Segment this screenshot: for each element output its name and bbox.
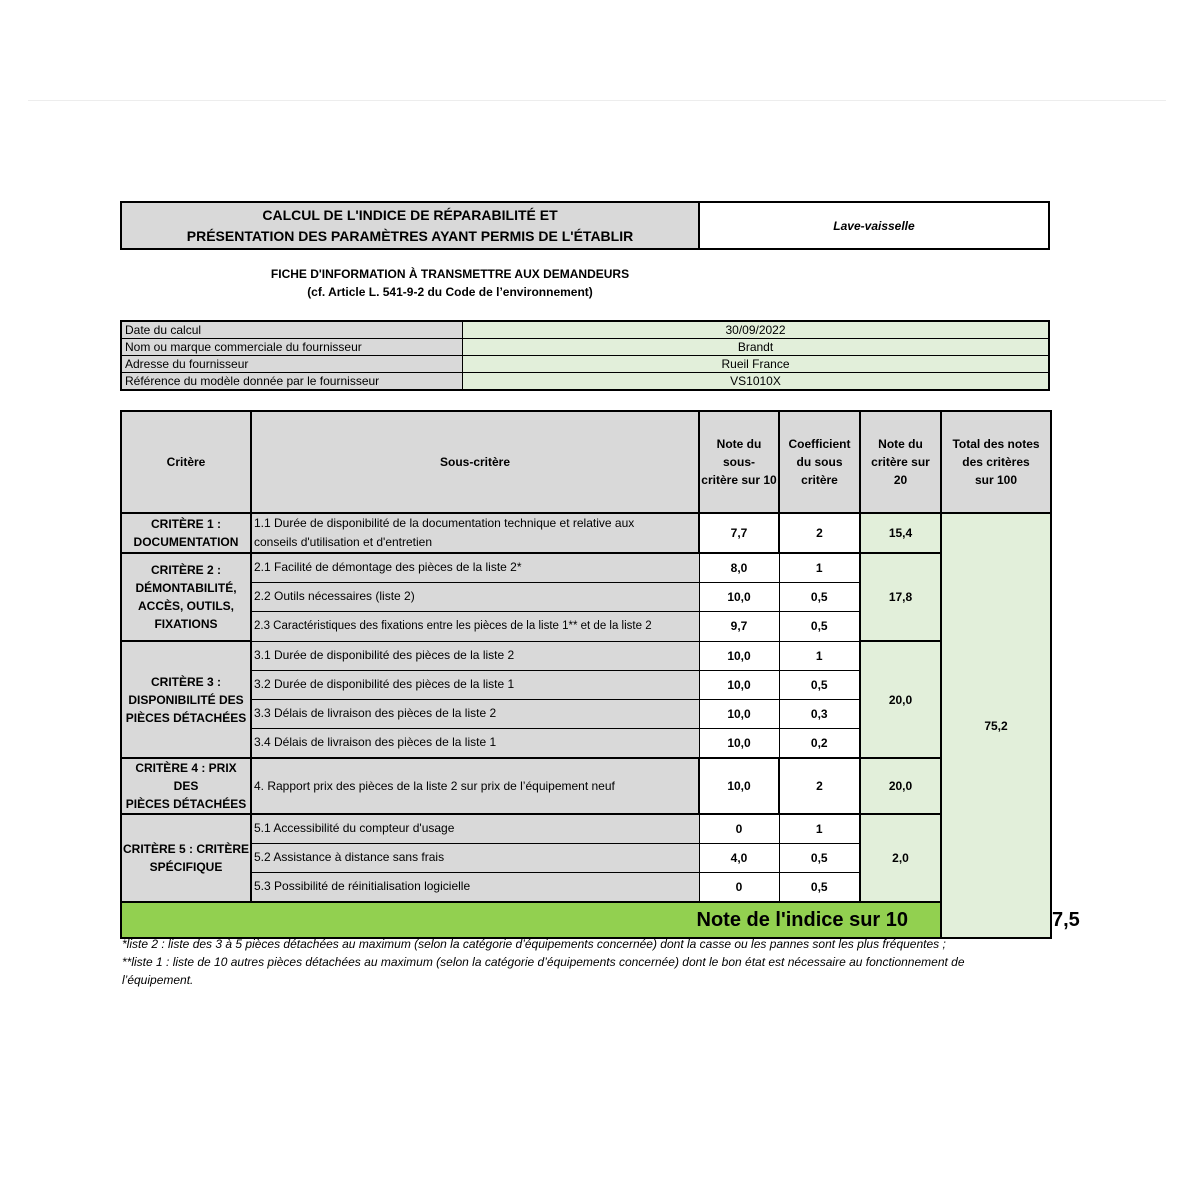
sub-criterion-coef: 0,5: [779, 611, 860, 641]
sub-criterion-coef: 2: [779, 513, 860, 553]
sub-criterion-note: 4,0: [699, 843, 779, 872]
info-label: Référence du modèle donnée par le fournisseur: [121, 373, 463, 391]
sub-criterion-label: 3.3 Délais de livraison des pièces de la liste 2: [251, 699, 699, 728]
title-line-1: CALCUL DE L'INDICE DE RÉPARABILITÉ ET: [262, 206, 558, 223]
sub-criterion-label: 3.1 Durée de disponibilité des pièces de la liste 2: [251, 641, 699, 670]
col-header-sous-critere: Sous-critère: [251, 411, 699, 513]
sub-criterion-label: 2.3 Caractéristiques des fixations entre les pièces de la liste 1** et de la liste 2: [251, 611, 699, 641]
criterion-4-name: CRITÈRE 4 : PRIX DES PIÈCES DÉTACHÉES: [121, 758, 251, 814]
index-row: Note de l'indice sur 10 7,5: [121, 902, 1051, 938]
sub-criterion-label: 5.1 Accessibilité du compteur d'usage: [251, 814, 699, 843]
info-row-brand: [121, 339, 1049, 356]
sub-criterion-label: 1.1 Durée de disponibilité de la documentation technique et relative aux conseils d'utilisation et d'entretien: [251, 513, 699, 553]
repairability-table: [120, 410, 1080, 939]
footnotes: [122, 935, 1042, 989]
info-label: Date du calcul: [121, 321, 463, 339]
footnote-liste-1: **liste 1 : liste de 10 autres pièces détachées au maximum (selon la catégorie d’équipements concernée) dont le bon état est nécessaire au fonctionnement de: [122, 955, 965, 969]
subtitle-line-1: FICHE D'INFORMATION À TRANSMETTRE AUX DEMANDEURS: [270, 267, 630, 281]
sub-criterion-note: 9,7: [699, 611, 779, 641]
criterion-5-score: 2,0: [860, 814, 941, 902]
criterion-4-score: 20,0: [860, 758, 941, 814]
col-header-coefficient: Coefficient du sous critère: [779, 411, 860, 513]
col-header-critere: Critère: [121, 411, 251, 513]
info-value: Rueil France: [463, 356, 1050, 373]
criterion-1-name: CRITÈRE 1 : DOCUMENTATION: [121, 513, 251, 553]
sub-criterion-coef: 0,5: [779, 670, 860, 699]
criterion-2-name: CRITÈRE 2 : DÉMONTABILITÉ, ACCÈS, OUTILS, FIXATIONS: [121, 553, 251, 641]
sub-criterion-label: 3.2 Durée de disponibilité des pièces de la liste 1: [251, 670, 699, 699]
sub-criterion-label: 4. Rapport prix des pièces de la liste 2 sur prix de l’équipement neuf: [251, 758, 699, 814]
sub-criterion-coef: 1: [779, 814, 860, 843]
table-header-row: [121, 411, 1051, 513]
info-row-model: [121, 373, 1049, 391]
info-value: VS1010X: [463, 373, 1050, 391]
top-divider: [28, 100, 1166, 101]
document-title: [122, 203, 700, 248]
sub-criterion-note: 10,0: [699, 641, 779, 670]
criterion-5-name: CRITÈRE 5 : CRITÈRE SPÉCIFIQUE: [121, 814, 251, 902]
sub-criterion-coef: 0,5: [779, 582, 860, 611]
total-score-100: 75,2: [941, 513, 1051, 938]
sub-criterion-note: 10,0: [699, 699, 779, 728]
col-header-note-sous-critere: Note du sous- critère sur 10: [699, 411, 779, 513]
sub-criterion-label: 2.2 Outils nécessaires (liste 2): [251, 582, 699, 611]
info-value: Brandt: [463, 339, 1050, 356]
sub-criterion-coef: 1: [779, 553, 860, 582]
criterion-3-score: 20,0: [860, 641, 941, 758]
sub-criterion-note: 0: [699, 872, 779, 902]
footnote-liste-1-cont: l’équipement.: [122, 973, 194, 987]
info-value: 30/09/2022: [463, 321, 1050, 339]
index-label: Note de l'indice sur 10: [121, 902, 941, 938]
document-subtitle: [120, 265, 780, 301]
sub-criterion-coef: 0,5: [779, 843, 860, 872]
sub-criterion-note: 8,0: [699, 553, 779, 582]
criterion-2-score: 17,8: [860, 553, 941, 641]
sub-criterion-note: 10,0: [699, 670, 779, 699]
table-row: [121, 513, 1051, 553]
subtitle-line-2: (cf. Article L. 541-9-2 du Code de l’environnement): [307, 285, 593, 299]
supplier-info-table: [120, 320, 1050, 391]
sub-criterion-coef: 0,2: [779, 728, 860, 758]
info-row-address: [121, 356, 1049, 373]
sub-criterion-label: 5.2 Assistance à distance sans frais: [251, 843, 699, 872]
product-type: Lave-vaisselle: [833, 218, 915, 233]
sub-criterion-label: 3.4 Délais de livraison des pièces de la liste 1: [251, 728, 699, 758]
info-row-date: [121, 321, 1049, 339]
title-line-2: PRÉSENTATION DES PARAMÈTRES AYANT PERMIS DE L'ÉTABLIR: [186, 227, 634, 244]
sub-criterion-note: 0: [699, 814, 779, 843]
col-header-note-critere: Note du critère sur 20: [860, 411, 941, 513]
sub-criterion-coef: 0,5: [779, 872, 860, 902]
table-row: [121, 553, 1051, 582]
criterion-1-score: 15,4: [860, 513, 941, 553]
sub-criterion-note: 10,0: [699, 728, 779, 758]
sub-criterion-note: 7,7: [699, 513, 779, 553]
sub-criterion-label: 2.1 Facilité de démontage des pièces de la liste 2*: [251, 553, 699, 582]
sub-criterion-coef: 2: [779, 758, 860, 814]
info-label: Adresse du fournisseur: [121, 356, 463, 373]
sub-criterion-label: 5.3 Possibilité de réinitialisation logicielle: [251, 872, 699, 902]
sub-criterion-coef: 1: [779, 641, 860, 670]
sub-criterion-note: 10,0: [699, 582, 779, 611]
sub-criterion-note: 10,0: [699, 758, 779, 814]
document-header: [120, 201, 1050, 250]
info-label: Nom ou marque commerciale du fournisseur: [121, 339, 463, 356]
col-header-total: Total des notes des critères sur 100: [941, 411, 1051, 513]
table-row: [121, 814, 1051, 843]
table-row: [121, 641, 1051, 670]
footnote-liste-2: *liste 2 : liste des 3 à 5 pièces détachées au maximum (selon la catégorie d’équipements concernée) dont la casse ou les pannes sont les plus fréquentes ;: [122, 937, 946, 951]
table-row: [121, 758, 1051, 814]
criterion-3-name: CRITÈRE 3 : DISPONIBILITÉ DES PIÈCES DÉTACHÉES: [121, 641, 251, 758]
sub-criterion-coef: 0,3: [779, 699, 860, 728]
